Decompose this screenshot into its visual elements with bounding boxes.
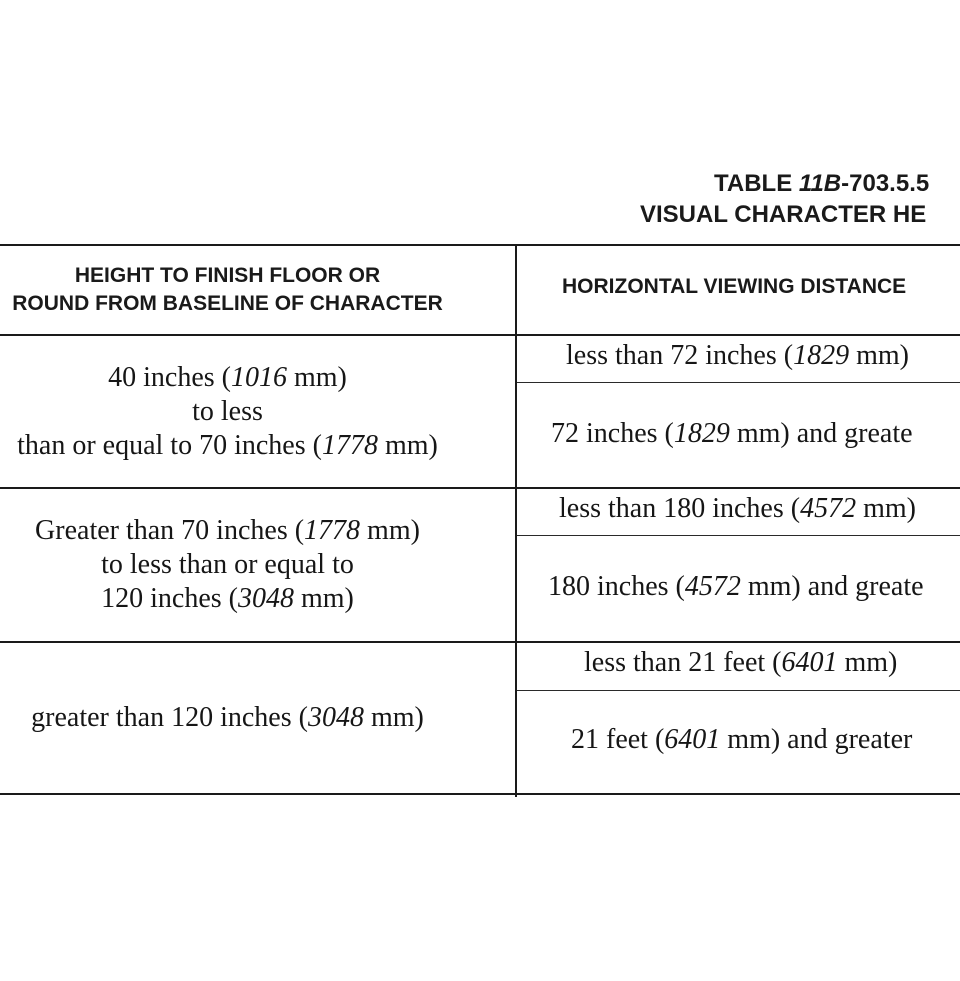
row3-split-rule xyxy=(517,690,960,691)
row1-distance-less: less than 72 inches (1829 mm) xyxy=(566,340,909,371)
row1-height-line1: 40 inches (1016 mm) xyxy=(108,361,347,393)
row3-height-line1: greater than 120 inches (3048 mm) xyxy=(31,702,424,733)
row2-distance-greater: 180 inches (4572 mm) and greate xyxy=(548,571,924,602)
row3-distance-greater: 21 feet (6401 mm) and greater xyxy=(571,724,913,755)
header-height-line1: HEIGHT TO FINISH FLOOR OR xyxy=(74,264,381,287)
row3-height-cell xyxy=(0,643,515,793)
row3-distance-less: less than 21 feet (6401 mm) xyxy=(584,647,898,678)
row1-height-line3: than or equal to 70 inches (1778 mm) xyxy=(17,429,438,461)
header-height-cell xyxy=(0,246,515,334)
header-height-line2: ROUND FROM BASELINE OF CHARACTER xyxy=(12,292,443,315)
table-title: TABLE 11B-703.5.5 xyxy=(714,170,930,197)
row1-height-line2: to less xyxy=(192,395,263,427)
row2-height-line3: 120 inches (3048 mm) xyxy=(101,583,354,614)
header-distance: HORIZONTAL VIEWING DISTANCE xyxy=(562,275,907,298)
row1-distance-greater: 72 inches (1829 mm) and greate xyxy=(551,418,913,449)
row2-distance-less: less than 180 inches (4572 mm) xyxy=(559,493,916,524)
row1-split-rule xyxy=(517,382,960,383)
row2-height-line1: Greater than 70 inches (1778 mm) xyxy=(35,515,420,546)
row2-height-line2: to less than or equal to xyxy=(101,549,354,580)
row2-height-cell xyxy=(0,489,515,641)
column-divider xyxy=(515,244,517,797)
row2-split-rule xyxy=(517,535,960,536)
table-subtitle: VISUAL CHARACTER HE xyxy=(640,201,927,228)
row1-height-cell xyxy=(0,336,515,487)
table-bottom-rule xyxy=(0,793,960,795)
